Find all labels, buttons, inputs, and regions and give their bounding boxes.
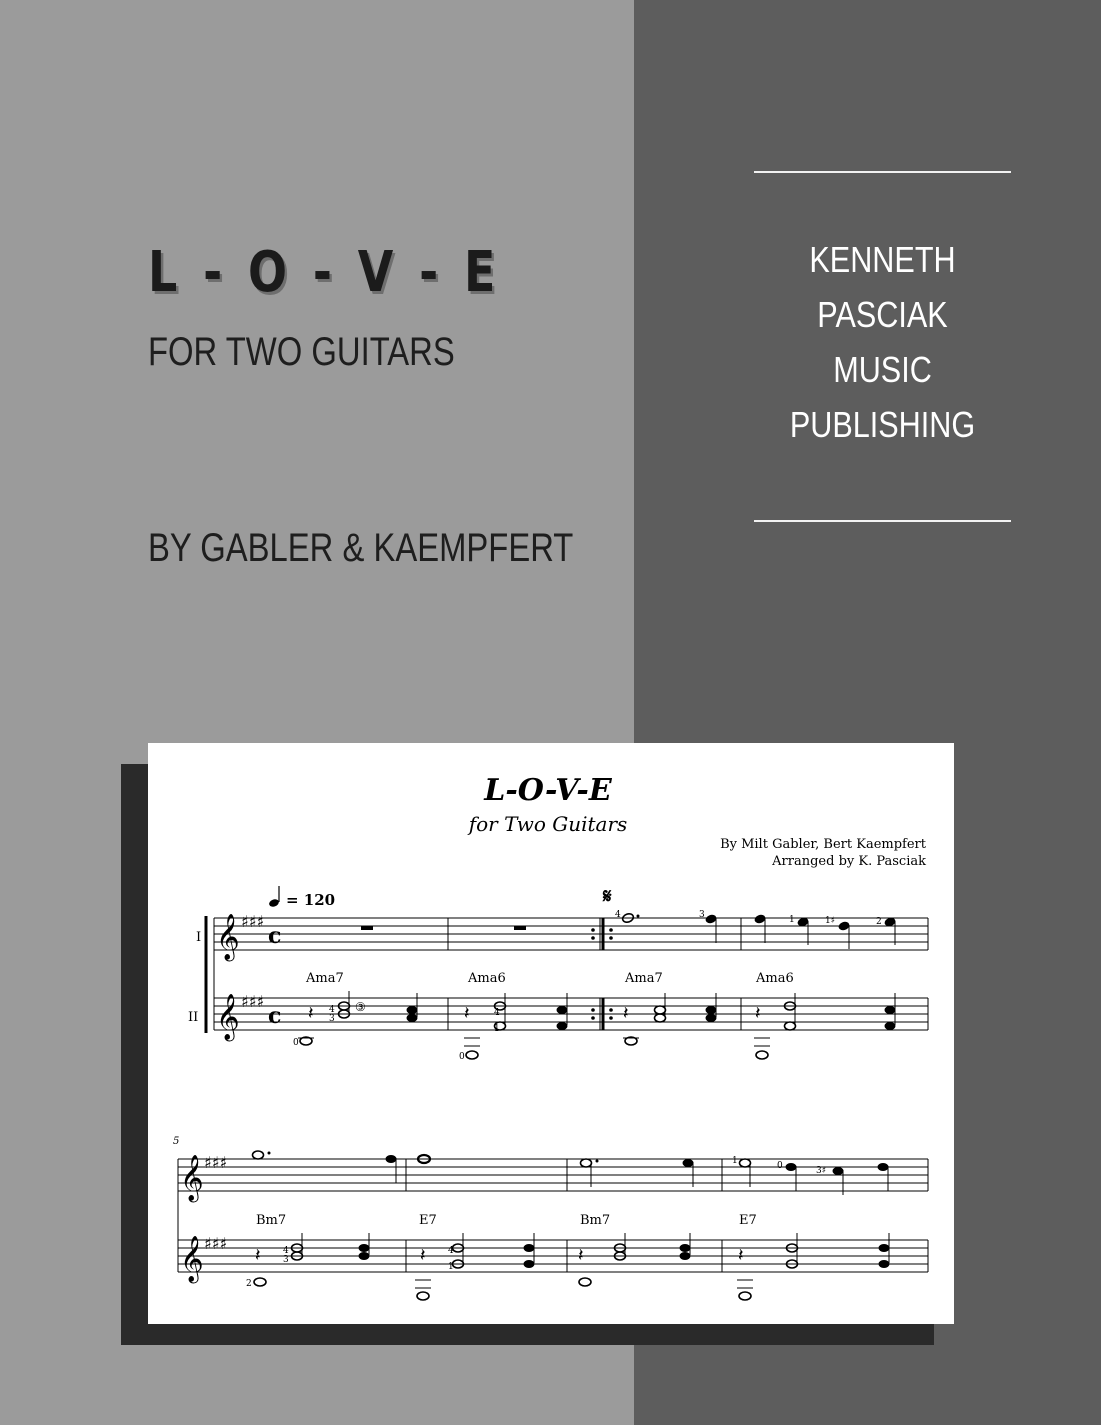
chord-symbol: Ama6 xyxy=(756,971,794,986)
svg-text:3: 3 xyxy=(699,910,705,920)
chord-symbol: Ama7 xyxy=(306,971,344,986)
svg-text:4: 4 xyxy=(448,1246,454,1256)
part-label-1: I xyxy=(196,930,202,945)
treble-clef-icon: 𝄞 xyxy=(180,1155,204,1201)
melody-notes-system-1 xyxy=(615,910,897,949)
svg-text:𝄽: 𝄽 xyxy=(255,1245,261,1266)
chord-symbol: Bm7 xyxy=(580,1213,611,1228)
svg-text:0: 0 xyxy=(293,1038,299,1048)
segno-icon: 𝄋 xyxy=(603,884,612,908)
publisher-line: PUBLISHING xyxy=(789,404,976,445)
cover-byline: BY GABLER & KAEMPFERT xyxy=(148,526,574,570)
score-arranger: Arranged by K. Pasciak xyxy=(772,854,926,869)
chord-symbol: Ama7 xyxy=(625,971,663,986)
accompaniment-notes-system-1 xyxy=(293,991,896,1062)
score-svg xyxy=(148,743,954,1324)
treble-clef-icon: 𝄞 xyxy=(180,1236,204,1282)
svg-text:3: 3 xyxy=(329,1014,335,1024)
whole-rest xyxy=(361,926,373,930)
measure-number: 5 xyxy=(173,1136,180,1147)
svg-text:𝄽: 𝄽 xyxy=(738,1245,744,1266)
svg-text:𝄽: 𝄽 xyxy=(420,1245,426,1266)
svg-text:3: 3 xyxy=(283,1255,289,1265)
svg-text:𝄽: 𝄽 xyxy=(464,1003,470,1024)
svg-text:3♯: 3♯ xyxy=(816,1166,827,1176)
cover-subtitle: FOR TWO GUITARS xyxy=(148,330,455,374)
svg-text:4: 4 xyxy=(615,910,621,920)
svg-text:4: 4 xyxy=(494,1008,500,1018)
staff-guitar-2-system-2 xyxy=(178,1240,928,1272)
chord-symbol: Bm7 xyxy=(256,1213,287,1228)
score-composer: By Milt Gabler, Bert Kaempfert xyxy=(720,837,926,852)
time-signature-icon: c xyxy=(268,923,282,949)
staff-guitar-2 xyxy=(214,998,928,1030)
score-title: L-O-V-E xyxy=(484,773,612,808)
time-signature-icon: c xyxy=(268,1003,282,1029)
score-subtitle: for Two Guitars xyxy=(468,812,628,836)
sheet-music-preview xyxy=(148,743,954,1324)
svg-text:1: 1 xyxy=(789,915,795,925)
svg-text:4: 4 xyxy=(329,1005,335,1015)
svg-text:2: 2 xyxy=(246,1279,252,1289)
cover-title: L - O - V - E xyxy=(148,240,501,305)
svg-text:𝄽: 𝄽 xyxy=(623,1003,629,1024)
svg-text:1: 1 xyxy=(494,1024,500,1034)
svg-text:4: 4 xyxy=(283,1246,289,1256)
treble-clef-icon: 𝄞 xyxy=(216,994,240,1040)
accompaniment-notes-system-2 xyxy=(246,1233,890,1300)
svg-text:𝄽: 𝄽 xyxy=(755,1003,761,1024)
publisher-line: KENNETH xyxy=(809,239,956,280)
melody-notes-system-2 xyxy=(253,1151,889,1195)
barlines-system-2 xyxy=(406,1159,928,1272)
top-divider xyxy=(754,171,1011,173)
tempo-text: = 120 xyxy=(286,891,336,909)
barlines-system-1 xyxy=(448,918,928,1030)
system-1-brace xyxy=(206,916,214,1033)
svg-text:2: 2 xyxy=(876,917,882,927)
treble-clef-icon: 𝄞 xyxy=(216,914,240,960)
key-signature-icon: ♯♯♯ xyxy=(241,992,265,1011)
staff-guitar-1 xyxy=(214,918,928,950)
publisher-line: PASCIAK xyxy=(817,294,948,335)
key-signature-icon: ♯♯♯ xyxy=(204,1234,228,1253)
chord-symbol: Ama6 xyxy=(468,971,506,986)
publisher-line: MUSIC xyxy=(833,349,932,390)
svg-text:0: 0 xyxy=(777,1161,783,1171)
key-signature-icon: ♯♯♯ xyxy=(241,912,265,931)
svg-text:0: 0 xyxy=(459,1052,465,1062)
svg-text:𝄽: 𝄽 xyxy=(308,1003,314,1024)
publisher-name xyxy=(754,232,1011,452)
svg-text:③: ③ xyxy=(355,1000,366,1014)
svg-text:𝄽: 𝄽 xyxy=(578,1245,584,1266)
whole-rest xyxy=(514,926,526,930)
bottom-divider xyxy=(754,520,1011,522)
part-label-2: II xyxy=(188,1010,199,1025)
key-signature-icon: ♯♯♯ xyxy=(204,1153,228,1172)
chord-symbol: E7 xyxy=(419,1213,437,1228)
svg-text:1: 1 xyxy=(448,1262,454,1272)
tempo-marking xyxy=(268,886,335,909)
svg-text:1: 1 xyxy=(732,1156,738,1166)
svg-text:1♯: 1♯ xyxy=(825,916,836,926)
chord-symbol: E7 xyxy=(739,1213,757,1228)
tempo-note-icon xyxy=(268,898,280,908)
